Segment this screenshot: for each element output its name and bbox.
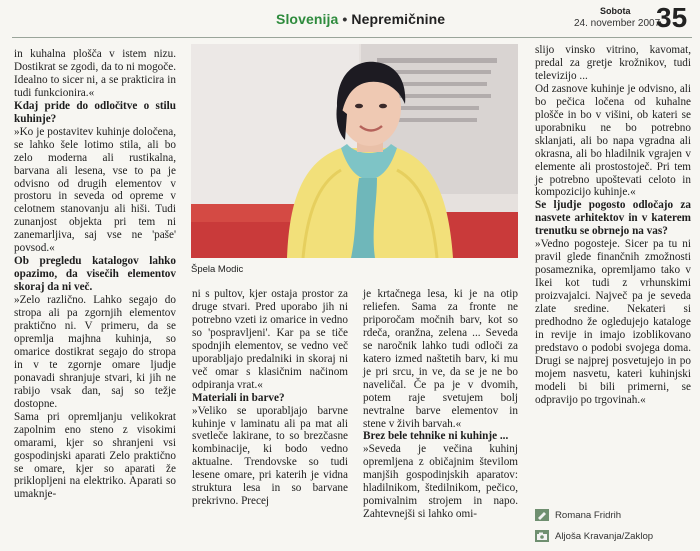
article-column-1 <box>14 48 176 501</box>
portrait-photo <box>191 44 518 258</box>
article-paragraph: je krtačnega lesa, ki je na otip reliefen. Sama za fronte ne priporočam močnih barv, kot so rdeča, oranžna, zelena ... Seveda se naročnik lahko tudi odloči za katero izmed naštetih barv, ki mu je pri srcu, in ve, da se je ne bo naveličal. Če pa je v dvomih, potem raje svetujem bolj nevtralne barve elementov in stene v živih barvah.« <box>363 288 518 430</box>
interview-question: Materiali in barve? <box>192 391 285 404</box>
issue-day: Sobota <box>600 6 631 16</box>
article-column-3 <box>363 288 518 521</box>
interview-question: Kdaj pride do odločitve o stilu kuhinje? <box>14 99 176 125</box>
article-paragraph: »Ko je postavitev kuhinje določena, se lahko šele lotimo stila, ali bo zelo moderna ali rustikalna, barvana ali lesena, vse to pa je odvisno od drugih elementov v prostoru in seveda od opreme v celotnem stanovanju ali hiši. Tudi zunanjost objekta pri tem ni zanemarljiva, saj vse ne 'paše' povsod.« <box>14 125 176 255</box>
subsection-name: Nepremičnine <box>351 11 446 27</box>
article-paragraph: in kuhalna plošča v istem nizu. Dostikrat se zgodi, da to ni mogoče. Idealno to sicer ni, a se prakticira in tudi funkcionira.« <box>14 48 176 99</box>
header-rule <box>12 37 692 38</box>
author-name: Romana Fridrih <box>555 509 622 521</box>
photographer-credit <box>535 527 695 545</box>
issue-date: 24. november 2007 <box>574 18 661 29</box>
section-separator: • <box>342 11 348 27</box>
interview-question: Se ljudje pogosto odločajo za nasvete arhitektov in v katerem trenutku se obrnejo na vas? <box>535 199 691 238</box>
photographer-name: Aljoša Kravanja/Zaklop <box>555 530 654 542</box>
interview-question: Brez bele tehnike ni kuhinje ... <box>363 430 509 443</box>
page-number: 35 <box>656 2 688 33</box>
article-paragraph: slijo vinsko vitrino, kavomat, predal za gretje krožnikov, tudi televizijo ... <box>535 44 691 82</box>
article-paragraph: ni s pultov, kjer ostaja prostor za druge stvari. Pred uporabo jih ni potrebno vzeti iz omarice in vedno so 'pospravljeni'. Kar pa se tiče spodnjih elementov, se vedno več uporabljajo predalniki in skoraj ni več omar s klasičnim načinom odpiranja vrat.« <box>192 288 348 391</box>
portrait-illustration <box>191 44 518 258</box>
pen-icon <box>535 509 549 521</box>
camera-icon <box>535 530 549 542</box>
page-header <box>0 0 700 40</box>
article-paragraph: »Vedno pogosteje. Sicer pa tu ni pravil glede finančnih zmožnosti posameznika, opremljamo tako v Ikei kot tudi z vrhunskimi proizvajalci. Največ pa je seveda zlate sredine. Nekateri si predhodno že ogledujejo kataloge in revije in imajo izoblikovano predstavo o podobi svojega doma. Drugi se najprej posvetujejo in po mojem nasvetu, kateri kuhinjski modeli bi bili primerni, se odpravijo po trgovinah.« <box>535 238 691 406</box>
article-paragraph: »Seveda je večina kuhinj opremljena z običajnim številom manjših gospodinjskih aparatov: hladilnikom, štedilnikom, pečico, pomivalnim strojem in napo. Zahtevnejši si lahko omi- <box>363 443 518 521</box>
article-paragraph: »Veliko se uporabljajo barvne kuhinje v laminatu ali pa mat ali svetleče lakirane, to so brezčasne kombinacije, ki bodo vedno aktualne. Trendovske so tudi lesene omare, pri katerih je vidna struktura lesa in so barvane prekrivno. Precej <box>192 404 348 508</box>
interview-question: Ob pregledu katalogov lahko opazimo, da visečih elementov skoraj da ni več. <box>14 255 176 294</box>
article-column-4 <box>535 44 691 407</box>
section-name: Slovenija <box>276 11 339 27</box>
article-paragraph: Sama pri opremljanju velikokrat zapolnim eno steno z visokimi omarami, kjer so shranjeni vsi gospodinjski aparati Zelo praktično se omare, kjer so aparati že priklopljeni na elektriko. Aparati so umaknje- <box>14 410 176 501</box>
article-paragraph: »Zelo različno. Lahko segajo do stropa ali pa zgornjih elementov praktično ni. V primeru, da se opremlja majhna kuhinja, so omarice dostikrat segajo do stropa in v te zgornje omare ljudje ponavadi shranjuje stvari, ki jih ne rabijo vsak dan, saj so težje dostopne. <box>14 294 176 410</box>
section-title <box>276 11 445 27</box>
photo-caption: Špela Modic <box>191 264 244 275</box>
article-paragraph: Od zasnove kuhinje je odvisno, ali bo pečica ločena od kuhalne plošče in bo v višini, ob kateri se uporabniku ne bo potrebno sklanjati, ali bo napa vgradna ali okrasna, ali bo hladilnik vgrajen v elemente ali prostostoječ. Pri tem je potrebno upoštevati celoto in kompozicijo kuhinje.« <box>535 82 691 199</box>
article-column-2 <box>192 288 348 508</box>
author-credit <box>535 506 695 524</box>
article-credits <box>535 506 695 548</box>
